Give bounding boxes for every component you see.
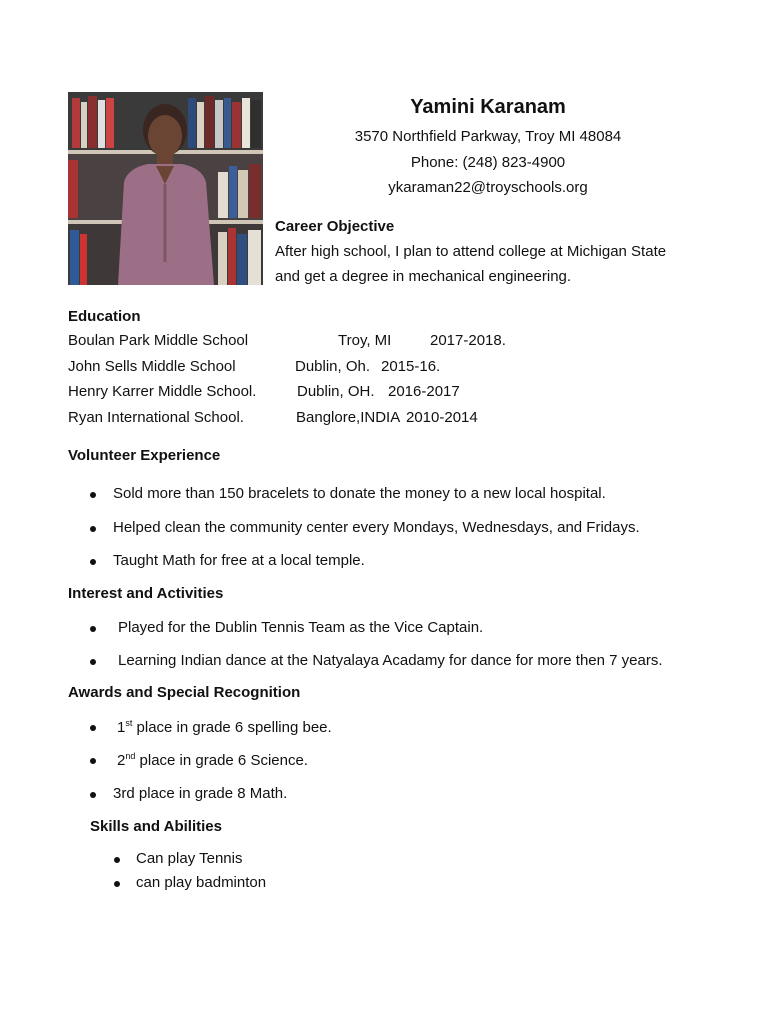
education-school: Ryan International School. — [68, 409, 244, 426]
award-item — [117, 751, 308, 769]
bullet-icon — [114, 881, 120, 887]
skill-item: Can play Tennis — [136, 850, 243, 867]
award-item: 3rd place in grade 8 Math. — [113, 785, 288, 802]
volunteer-heading: Volunteer Experience — [68, 447, 221, 464]
resume-name: Yamini Karanam — [410, 96, 566, 118]
education-place: Banglore,INDIA — [296, 409, 401, 426]
education-years: 2010-2014 — [406, 409, 478, 426]
education-place: Troy, MI — [338, 332, 392, 349]
education-school: Henry Karrer Middle School. — [68, 383, 257, 400]
award-text: place in grade 6 Science. — [135, 752, 308, 769]
bullet-icon — [90, 526, 96, 532]
bullet-icon — [90, 758, 96, 764]
career-objective-heading: Career Objective — [275, 218, 395, 235]
bullet-icon — [90, 626, 96, 632]
bullet-icon — [90, 659, 96, 665]
education-years: 2015-16. — [381, 358, 441, 375]
education-school: Boulan Park Middle School — [68, 332, 249, 349]
career-objective-line-1: After high school, I plan to attend college at Michigan State — [275, 243, 667, 260]
award-ordinal: nd — [125, 751, 136, 761]
bullet-icon — [90, 725, 96, 731]
volunteer-item: Helped clean the community center every Mondays, Wednesdays, and Fridays. — [113, 519, 640, 536]
education-place: Dublin, Oh. — [295, 358, 371, 375]
education-years: 2017-2018. — [430, 332, 506, 349]
award-item — [117, 718, 332, 736]
education-heading: Education — [68, 308, 141, 325]
skill-item: can play badminton — [136, 874, 267, 891]
profile-photo — [68, 92, 263, 285]
phone: Phone: (248) 823-4900 — [410, 154, 566, 171]
bullet-icon — [90, 492, 96, 498]
award-text: place in grade 6 spelling bee. — [132, 719, 332, 736]
career-objective-line-2: and get a degree in mechanical engineering. — [275, 268, 572, 285]
bullet-icon — [90, 559, 96, 565]
email: ykaraman22@troyschools.org — [388, 179, 588, 196]
skills-heading: Skills and Abilities — [90, 818, 222, 835]
education-years: 2016-2017 — [388, 383, 460, 400]
award-ordinal: st — [125, 718, 133, 728]
bullet-icon — [114, 857, 120, 863]
awards-heading: Awards and Special Recognition — [68, 684, 301, 701]
volunteer-item: Taught Math for free at a local temple. — [113, 552, 365, 569]
award-number: 2 — [117, 752, 126, 769]
volunteer-item: Sold more than 150 bracelets to donate the money to a new local hospital. — [113, 485, 606, 502]
education-school: John Sells Middle School — [68, 358, 236, 375]
award-number: 1 — [117, 719, 126, 736]
education-place: Dublin, OH. — [297, 383, 375, 400]
bullet-icon — [90, 792, 96, 798]
interest-item: Played for the Dublin Tennis Team as the Vice Captain. — [118, 619, 484, 636]
interests-heading: Interest and Activities — [68, 585, 224, 602]
address: 3570 Northfield Parkway, Troy MI 48084 — [354, 128, 622, 145]
interest-item: Learning Indian dance at the Natyalaya Acadamy for dance for more then 7 years. — [118, 652, 663, 669]
